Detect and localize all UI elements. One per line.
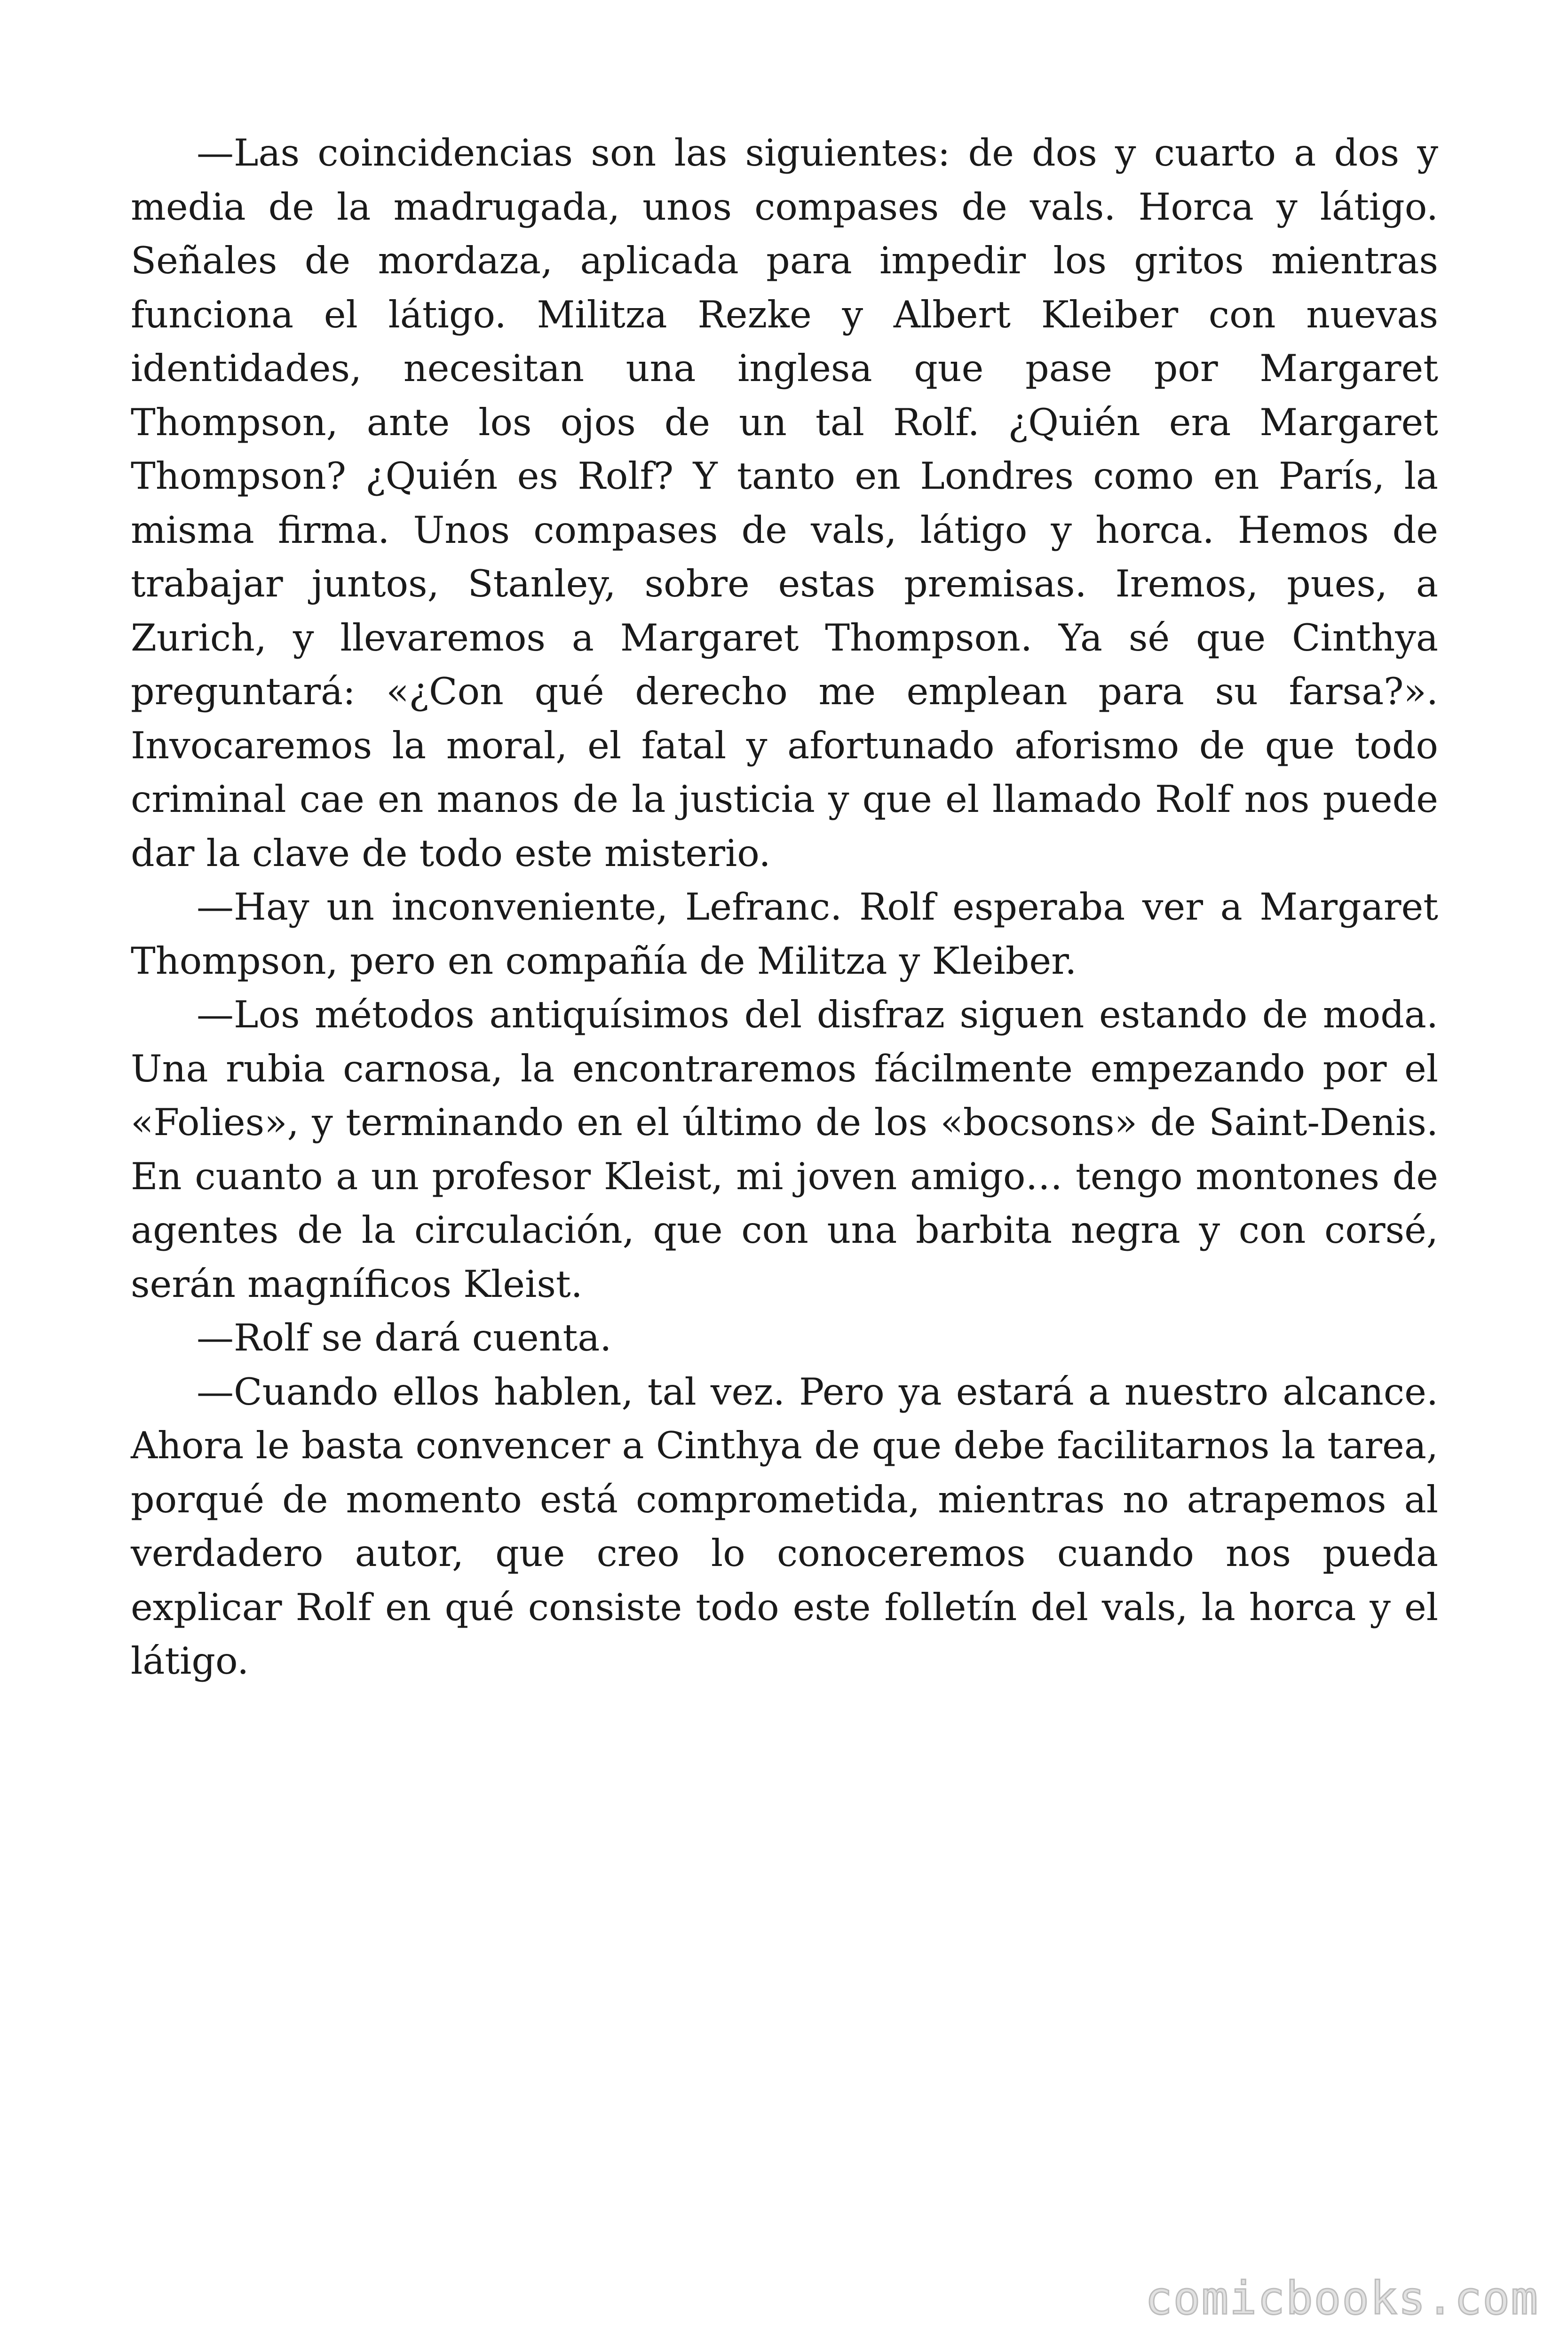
watermark-logo: comicbooks.com (1145, 2272, 1539, 2325)
paragraph-1: —Las coincidencias son las siguientes: de dos y cuarto a dos y media de la madrugada, unos compases de vals. Horca y látigo. Señales de mordaza, aplicada para impedir los gritos mientras funciona el látigo. Militza Rezke y Albert Kleiber con nuevas identidades, necesitan una inglesa que pase por Margaret Thompson, ante los ojos de un tal Rolf. ¿Quién era Margaret Thompson? ¿Quién es Rolf? Y tanto en Londres como en París, la misma firma. Unos compases de vals, látigo y horca. Hemos de trabajar juntos, Stanley, sobre estas premisas. Iremos, pues, a Zurich, y llevaremos a Margaret Thompson. Ya sé que Cinthya preguntará: «¿Con qué derecho me emplean para su farsa?». Invocaremos la moral, el fatal y afortunado aforismo de que todo criminal cae en manos de la justicia y que el llamado Rolf nos puede dar la clave de todo este misterio. (131, 131, 1438, 875)
paragraph-2: —Hay un inconveniente, Lefranc. Rolf esperaba ver a Margaret Thompson, pero en compañía de Militza y Kleiber. (131, 885, 1438, 983)
paragraph-3: —Los métodos antiquísimos del disfraz siguen estando de moda. Una rubia carnosa, la encontraremos fácilmente empezando por el «Folies», y terminando en el último de los «bocsons» de Saint-Denis. En cuanto a un profesor Kleist, mi joven amigo… tengo montones de agentes de la circulación, que con una barbita negra y con corsé, serán magníficos Kleist. (131, 993, 1438, 1306)
paragraph-4: —Rolf se dará cuenta. (197, 1316, 612, 1359)
paragraph-5: —Cuando ellos hablen, tal vez. Pero ya estará a nuestro alcance. Ahora le basta convencer a Cinthya de que debe facilitarnos la tarea, porqué de momento está comprometida, mientras no atrapemos al verdadero autor, que creo lo conoceremos cuando nos pueda explicar Rolf en qué consiste todo este folletín del vals, la horca y el látigo. (131, 1370, 1438, 1683)
body-text (131, 126, 1438, 1688)
